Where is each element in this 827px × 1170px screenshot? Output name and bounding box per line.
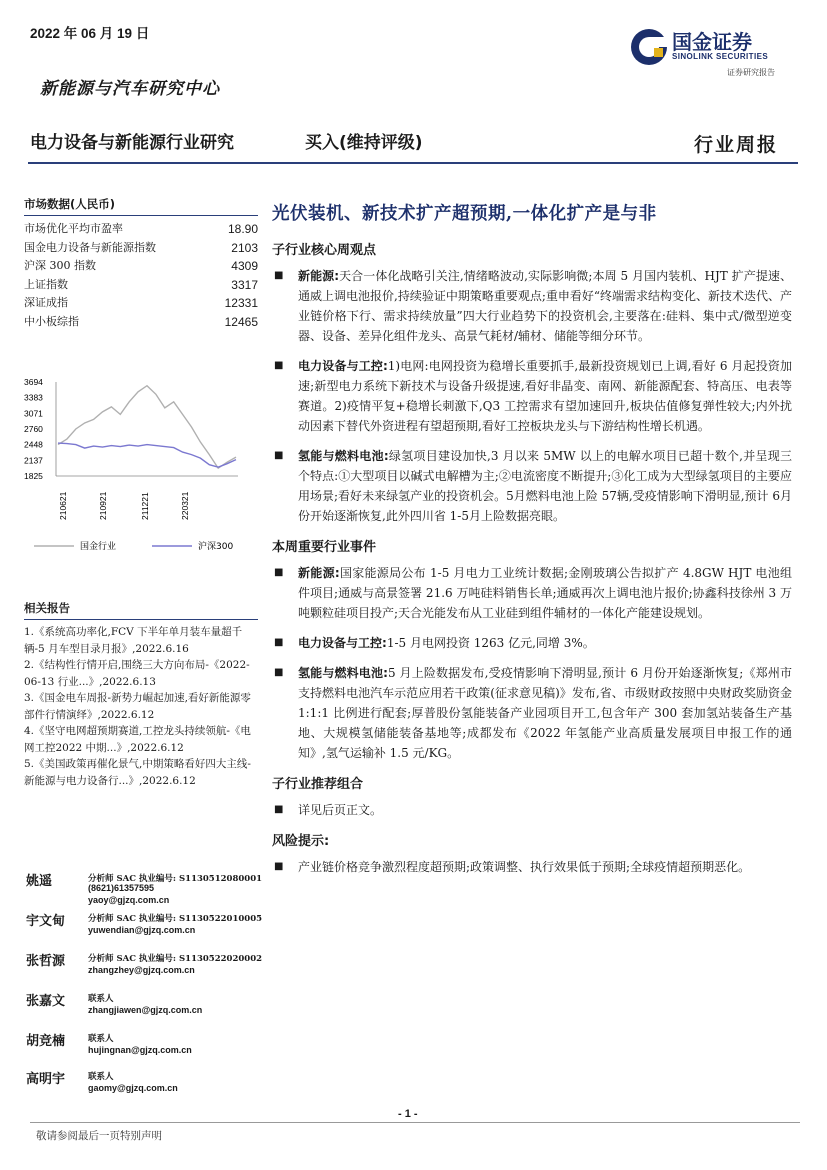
analyst-name: 张嘉文 xyxy=(26,994,66,1009)
bullet-text: 1-5 月电网投资 1263 亿元,同增 3%。 xyxy=(386,636,595,650)
market-label: 深证成指 xyxy=(24,296,68,309)
series-line-0 xyxy=(58,386,236,468)
analyst-email[interactable]: gaomy@gjzq.com.cn xyxy=(88,1083,178,1093)
bullet-item xyxy=(272,663,792,763)
bullet-item xyxy=(272,633,792,653)
bullet-text: 1)电网:电网投资为稳增长重要抓手,最新投资规划已上调,看好 6 月起投资加速;新型电力系统下新技术与设备升级提速,看好非晶变、南网、新能源配套、特高压、电表等赛道。2)疫情平复+稳增长刺激下,Q3 工控需求有望加速回升,板块估值修复弹性较大;内外扰动因素下替代外资进程有望超预期,看好工控板块龙头与下游结构性增长机遇。 xyxy=(298,359,792,433)
analyst-name: 高明宇 xyxy=(26,1072,66,1087)
bullet-key: 新能源: xyxy=(298,269,340,283)
analyst-email[interactable]: hujingnan@gjzq.com.cn xyxy=(88,1045,192,1055)
analyst-name: 宇文甸 xyxy=(26,914,66,929)
x-tick-label: 211221 xyxy=(140,492,150,520)
bullet-text: 天合一体化战略引关注,情绪略波动,实际影响微;本周 5 月国内装机、HJT 扩产提速、通威上调电池报价,持续验证中期策略重要观点;重申看好“终端需求结构变化、新技术迭代、产业链价格下行、需求持续放量”四大行业趋势下的投资机会,主要落在:硅料、集中式/微型逆变器、设备、差异化组件龙头、高景气耗材/辅材、储能等细分环节。 xyxy=(298,269,792,343)
bullet-key: 氢能与燃料电池: xyxy=(298,449,389,463)
x-tick-label: 220321 xyxy=(180,491,190,520)
market-row xyxy=(24,294,258,313)
x-tick-label: 210621 xyxy=(58,491,68,520)
risk-title: 风险提示: xyxy=(272,834,330,849)
bullet-item xyxy=(272,356,792,436)
analyst-email[interactable]: zhangzhey@gjzq.com.cn xyxy=(88,965,195,975)
bullet-key: 电力设备与工控: xyxy=(298,359,388,373)
market-label: 上证指数 xyxy=(24,277,68,291)
sinolink-logo-icon xyxy=(630,28,668,66)
events-title: 本周重要行业事件 xyxy=(272,540,377,555)
analyst-label: 分析师 SAC 执业编号: S1130522020002 xyxy=(88,954,263,964)
market-value: 2103 xyxy=(231,240,258,255)
logo-text-cn: 国金证券 xyxy=(672,30,752,54)
analyst xyxy=(26,990,266,1026)
bullet-text: 国家能源局公布 1-5 月电力工业统计数据;金刚玻璃公告拟扩产 4.8GW HJT 电池组件项目;通威与高景签署 21.6 万吨硅料销售长单;通威再次上调电池片报价;协鑫科技徐州 3 万吨颗粒硅项目投产;天合光能发布从工业硅到组件辅材的一体化产能建设规划。 xyxy=(298,566,792,620)
report-type: 行业周报 xyxy=(694,134,779,156)
legend-label: 国金行业 xyxy=(80,542,117,552)
recommend-title: 子行业推荐组合 xyxy=(272,777,364,792)
analyst xyxy=(26,1068,266,1104)
bullet-text: 绿氢项目建设加快,3 月以来 5MW 以上的电解水项目已超十数个,并呈现三个特点:①大型项目以碱式电解槽为主;②电流密度不断提升;③化工成为大型绿氢项目的主要应用场景;看好未来绿氢产业的投资机会。5月燃料电池上险 57辆,受疫情影响下滑明显,预计 6月份开始逐渐恢复,此外四川省 1-5月上险数据亮眼。 xyxy=(298,449,792,523)
market-row xyxy=(24,313,258,332)
footer-divider xyxy=(30,1122,800,1123)
logo-subtitle: 证券研究报告 xyxy=(727,68,775,77)
bullet-item xyxy=(272,446,792,526)
bullet-key: 氢能与燃料电池: xyxy=(298,666,388,680)
analyst-email[interactable]: yaoy@gjzq.com.cn xyxy=(88,895,170,905)
y-tick-label: 1825 xyxy=(24,471,43,481)
related-item[interactable]: 5.《美国政策再催化景气,中期策略看好四大主线-新能源与电力设备行...》,2022.6.12 xyxy=(24,758,251,787)
related-title: 相关报告 xyxy=(24,600,258,620)
related-item[interactable]: 2.《结构性行情开启,围绕三大方向布局-《2022-06-13 行业...》,2022.6.13 xyxy=(24,659,250,688)
rating: 买入(维持评级) xyxy=(305,133,423,153)
market-label: 中小板综指 xyxy=(24,314,79,328)
market-value: 18.90 xyxy=(227,222,258,236)
page-number: - 1 - xyxy=(398,1108,418,1120)
y-tick-label: 2760 xyxy=(24,423,43,434)
analyst xyxy=(26,870,266,906)
market-value: 3317 xyxy=(231,277,258,292)
analyst-label: 联系人 xyxy=(88,1034,114,1044)
market-row xyxy=(24,239,258,258)
market-label: 国金电力设备与新能源指数 xyxy=(24,240,156,254)
analyst-email[interactable]: yuwendian@gjzq.com.cn xyxy=(88,925,196,935)
research-center: 新能源与汽车研究中心 xyxy=(40,79,220,99)
risk-text: ■ 产业链价格竞争激烈程度超预期;政策调整、执行效果低于预期;全球疫情超预期恶化。 xyxy=(272,857,792,877)
analyst-phone: (8621)61357595 xyxy=(88,883,155,893)
y-tick-label: 3071 xyxy=(24,408,43,419)
y-tick-label: 3694 xyxy=(24,377,43,387)
analyst-label: 分析师 SAC 执业编号: S1130522010005 xyxy=(88,914,263,924)
related-reports xyxy=(24,600,258,789)
y-tick-label: 2137 xyxy=(24,455,43,466)
logo-text-en: SINOLINK SECURITIES xyxy=(672,52,769,61)
analyst-label: 联系人 xyxy=(88,1072,114,1082)
index-chart xyxy=(20,370,260,560)
market-label: 沪深 300 指数 xyxy=(24,259,96,272)
bullet-key: 电力设备与工控: xyxy=(298,636,387,650)
market-row xyxy=(24,276,258,295)
bullet-item xyxy=(272,266,792,346)
page-title: 电力设备与新能源行业研究 xyxy=(30,133,234,153)
legend-label: 沪深300 xyxy=(198,542,234,552)
market-value: 4309 xyxy=(231,259,258,273)
y-tick-label: 2448 xyxy=(24,439,43,450)
analyst-name: 胡竞楠 xyxy=(26,1034,66,1049)
analyst xyxy=(26,950,266,986)
analyst-name: 张哲源 xyxy=(26,954,66,969)
analyst-label: 联系人 xyxy=(88,994,114,1004)
analyst xyxy=(26,1030,266,1066)
recommend-text: ■ 详见后页正文。 xyxy=(272,800,792,820)
analyst xyxy=(26,910,266,946)
x-tick-label: 210921 xyxy=(98,491,108,520)
bullet-item xyxy=(272,563,792,623)
report-date: 2022 年 06 月 19 日 xyxy=(30,26,150,41)
core-title: 子行业核心周观点 xyxy=(272,243,377,258)
related-item[interactable]: 3.《国金电车周报-新势力崛起加速,看好新能源零部件行情演绎》,2022.6.12 xyxy=(24,692,251,721)
bullet-key: 新能源: xyxy=(298,566,340,580)
market-value: 12331 xyxy=(224,296,258,310)
market-title: 市场数据(人民币) xyxy=(24,196,258,216)
headline: 光伏装机、新技术扩产超预期,一体化扩产是与非 xyxy=(272,204,657,224)
footer-note: 敬请参阅最后一页特别声明 xyxy=(36,1130,162,1142)
analyst-label: 分析师 SAC 执业编号: S1130512080001 xyxy=(88,874,263,884)
bullet-text: 5 月上险数据发布,受疫情影响下滑明显,预计 6 月份开始逐渐恢复;《郑州市支持燃料电池汽车示范应用若干政策(征求意见稿)》发布,省、市级财政按照中央财政奖励资金 1:1:1 比例进行配套;厚普股份氢能装备产业园项目开工,包含年产 300 套加氢站装备生产基地、大规模氢储能装备基地等;成都发布《2022 年氢能产业高质量发展项目申报工作的通知》,氢气运输补 1.5 元/KG。 xyxy=(298,666,792,760)
related-item[interactable]: 4.《坚守电网超预期赛道,工控龙头持续领航-《电网工控2022 中期...》,2022.6.12 xyxy=(24,725,251,754)
market-label: 市场优化平均市盈率 xyxy=(24,222,123,235)
market-row xyxy=(24,257,258,276)
market-value: 12465 xyxy=(224,314,258,329)
market-data xyxy=(24,196,258,331)
market-row xyxy=(24,220,258,239)
y-tick-label: 3383 xyxy=(24,392,43,403)
analyst-email[interactable]: zhangjiawen@gjzq.com.cn xyxy=(88,1005,203,1015)
analyst-name: 姚遥 xyxy=(26,874,53,889)
related-item[interactable]: 1.《系统高功率化,FCV 下半年单月装车量超千辆-5 月车型目录月报》,2022.6.16 xyxy=(24,626,243,655)
main-content xyxy=(272,200,792,887)
